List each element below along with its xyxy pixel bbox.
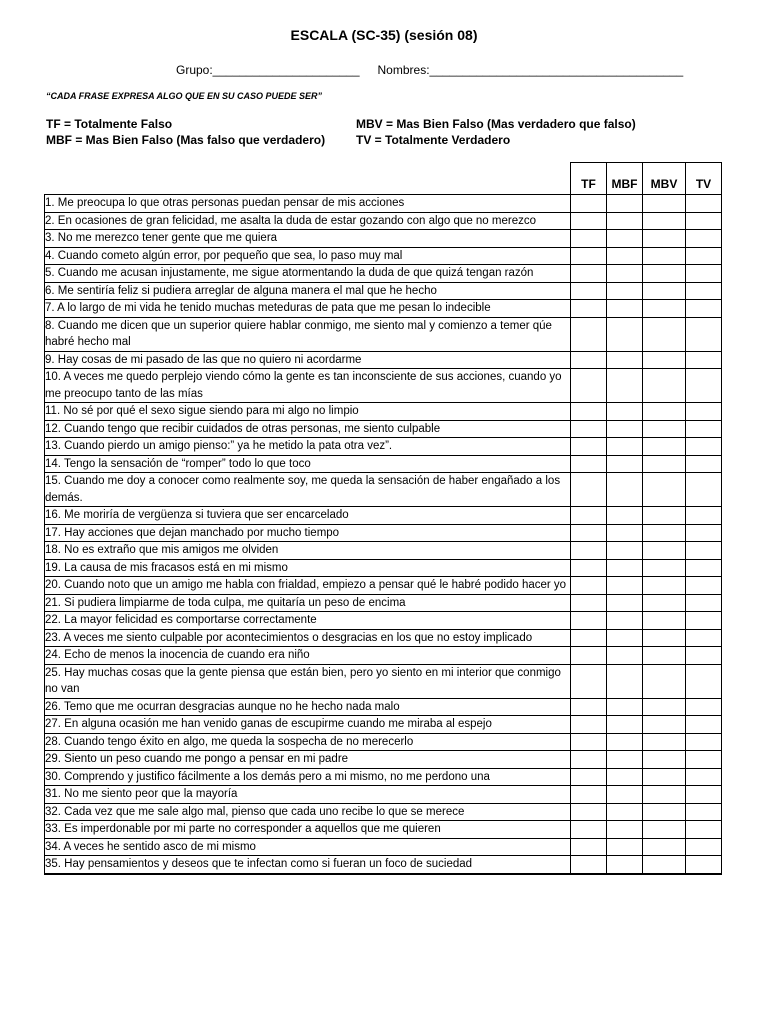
- instruction-motto: “CADA FRASE EXPRESA ALGO QUE EN SU CASO PUEDE SER”: [46, 91, 323, 101]
- answer-cell-tf[interactable]: [571, 612, 607, 630]
- answer-cell-mbv[interactable]: [643, 647, 686, 665]
- answer-cell-tv[interactable]: [686, 542, 722, 560]
- table-row: [45, 838, 722, 856]
- answer-cell-tv[interactable]: [686, 265, 722, 283]
- answer-cell-mbf[interactable]: [607, 369, 643, 403]
- answer-cell-tv[interactable]: [686, 751, 722, 769]
- answer-cell-mbv[interactable]: [643, 698, 686, 716]
- answer-cell-tf[interactable]: [571, 247, 607, 265]
- answer-cell-tv[interactable]: [686, 300, 722, 318]
- legend-left: [46, 116, 325, 148]
- question-text: 8. Cuando me dicen que un superior quiere hablar conmigo, me siento mal y comienzo a temer qúe habré hecho mal: [45, 317, 571, 351]
- question-text: 20. Cuando noto que un amigo me habla con frialdad, empiezo a pensar qué le habré podido hacer yo: [45, 577, 571, 595]
- answer-cell-mbf[interactable]: [607, 733, 643, 751]
- answer-cell-tf[interactable]: [571, 542, 607, 560]
- column-header-tv: TV: [686, 163, 722, 195]
- answer-cell-mbf[interactable]: [607, 838, 643, 856]
- answer-cell-tv[interactable]: [686, 838, 722, 856]
- answer-cell-mbv[interactable]: [643, 369, 686, 403]
- answer-cell-mbv[interactable]: [643, 230, 686, 248]
- answer-cell-mbv[interactable]: [643, 507, 686, 525]
- question-text: 28. Cuando tengo éxito en algo, me queda la sospecha de no merecerlo: [45, 733, 571, 751]
- table-row: [45, 473, 722, 507]
- table-row: [45, 507, 722, 525]
- answer-cell-tf[interactable]: [571, 265, 607, 283]
- answer-cell-tv[interactable]: [686, 559, 722, 577]
- question-text: 19. La causa de mis fracasos está en mi mismo: [45, 559, 571, 577]
- answer-cell-tv[interactable]: [686, 473, 722, 507]
- answer-cell-mbv[interactable]: [643, 438, 686, 456]
- question-text: 3. No me merezco tener gente que me quiera: [45, 230, 571, 248]
- table-row: [45, 455, 722, 473]
- answer-cell-tf[interactable]: [571, 838, 607, 856]
- column-header-mbf: MBF: [607, 163, 643, 195]
- answer-cell-tf[interactable]: [571, 507, 607, 525]
- answer-cell-tv[interactable]: [686, 577, 722, 595]
- answer-cell-tf[interactable]: [571, 351, 607, 369]
- answer-cell-tv[interactable]: [686, 821, 722, 839]
- answer-cell-tf[interactable]: [571, 733, 607, 751]
- answer-cell-tf[interactable]: [571, 559, 607, 577]
- table-row: [45, 317, 722, 351]
- answer-cell-tf[interactable]: [571, 698, 607, 716]
- question-text: 32. Cada vez que me sale algo mal, pienso que cada uno recibe lo que se merece: [45, 803, 571, 821]
- header-spacer: [45, 163, 571, 195]
- table-row: [45, 369, 722, 403]
- group-field[interactable]: Grupo:______________________: [176, 63, 360, 77]
- answer-cell-tv[interactable]: [686, 230, 722, 248]
- answer-cell-mbv[interactable]: [643, 577, 686, 595]
- answer-cell-mbv[interactable]: [643, 733, 686, 751]
- question-text: 1. Me preocupa lo que otras personas puedan pensar de mis acciones: [45, 195, 571, 213]
- answer-cell-mbf[interactable]: [607, 524, 643, 542]
- answer-cell-mbf[interactable]: [607, 803, 643, 821]
- header-fields: [176, 63, 683, 77]
- answer-cell-tv[interactable]: [686, 438, 722, 456]
- legend-tf: TF = Totalmente Falso: [46, 117, 173, 131]
- answer-cell-mbv[interactable]: [643, 751, 686, 769]
- answer-cell-tf[interactable]: [571, 786, 607, 804]
- answer-cell-mbv[interactable]: [643, 195, 686, 213]
- table-row: [45, 577, 722, 595]
- answer-cell-tf[interactable]: [571, 455, 607, 473]
- answer-cell-mbf[interactable]: [607, 577, 643, 595]
- page-title: ESCALA (SC-35) (sesión 08): [290, 27, 478, 43]
- answer-cell-mbv[interactable]: [643, 629, 686, 647]
- table-row: [45, 612, 722, 630]
- answer-cell-mbf[interactable]: [607, 455, 643, 473]
- answer-cell-mbv[interactable]: [643, 247, 686, 265]
- answer-cell-mbf[interactable]: [607, 438, 643, 456]
- answer-cell-tv[interactable]: [686, 629, 722, 647]
- answer-cell-tv[interactable]: [686, 664, 722, 698]
- answer-cell-tv[interactable]: [686, 351, 722, 369]
- answer-cell-mbf[interactable]: [607, 856, 643, 874]
- answer-cell-mbf[interactable]: [607, 768, 643, 786]
- table-row: [45, 212, 722, 230]
- answer-cell-tv[interactable]: [686, 803, 722, 821]
- table-row: [45, 282, 722, 300]
- question-text: 18. No es extraño que mis amigos me olviden: [45, 542, 571, 560]
- table-row: [45, 524, 722, 542]
- answer-cell-tv[interactable]: [686, 212, 722, 230]
- answer-cell-mbf[interactable]: [607, 351, 643, 369]
- answer-cell-mbf[interactable]: [607, 786, 643, 804]
- answer-cell-mbf[interactable]: [607, 716, 643, 734]
- answer-cell-tf[interactable]: [571, 768, 607, 786]
- answer-cell-tf[interactable]: [571, 577, 607, 595]
- table-row: [45, 664, 722, 698]
- answer-cell-tf[interactable]: [571, 856, 607, 874]
- question-text: 35. Hay pensamientos y deseos que te infectan como si fueran un foco de suciedad: [45, 856, 571, 874]
- answer-cell-mbv[interactable]: [643, 282, 686, 300]
- answer-cell-tf[interactable]: [571, 524, 607, 542]
- answer-cell-mbv[interactable]: [643, 524, 686, 542]
- table-row: [45, 542, 722, 560]
- answer-cell-tf[interactable]: [571, 629, 607, 647]
- question-text: 7. A lo largo de mi vida he tenido muchas meteduras de pata que me pesan lo indecible: [45, 300, 571, 318]
- answer-cell-mbf[interactable]: [607, 317, 643, 351]
- table-row: [45, 698, 722, 716]
- answer-cell-mbf[interactable]: [607, 473, 643, 507]
- answer-cell-mbf[interactable]: [607, 247, 643, 265]
- answer-cell-tv[interactable]: [686, 786, 722, 804]
- answer-cell-tf[interactable]: [571, 438, 607, 456]
- answer-cell-tf[interactable]: [571, 403, 607, 421]
- table-row: [45, 594, 722, 612]
- question-text: 21. Si pudiera limpiarme de toda culpa, me quitaría un peso de encima: [45, 594, 571, 612]
- answer-cell-mbf[interactable]: [607, 212, 643, 230]
- answer-cell-tv[interactable]: [686, 403, 722, 421]
- table-row: [45, 420, 722, 438]
- answer-cell-mbf[interactable]: [607, 629, 643, 647]
- table-row: [45, 230, 722, 248]
- legend-tv: TV = Totalmente Verdadero: [356, 133, 511, 147]
- question-text: 23. A veces me siento culpable por acontecimientos o desgracias en los que no estoy implicado: [45, 629, 571, 647]
- answer-cell-mbf[interactable]: [607, 282, 643, 300]
- table-row: [45, 821, 722, 839]
- question-text: 4. Cuando cometo algún error, por pequeño que sea, lo paso muy mal: [45, 247, 571, 265]
- answer-cell-mbv[interactable]: [643, 664, 686, 698]
- table-row: [45, 751, 722, 769]
- answer-cell-mbf[interactable]: [607, 559, 643, 577]
- answer-cell-mbf[interactable]: [607, 195, 643, 213]
- question-text: 31. No me siento peor que la mayoría: [45, 786, 571, 804]
- answer-cell-tf[interactable]: [571, 230, 607, 248]
- answer-cell-mbf[interactable]: [607, 542, 643, 560]
- answer-cell-mbv[interactable]: [643, 212, 686, 230]
- table-row: [45, 716, 722, 734]
- question-text: 6. Me sentiría feliz si pudiera arreglar de alguna manera el mal que he hecho: [45, 282, 571, 300]
- table-row: [45, 195, 722, 213]
- answer-cell-tv[interactable]: [686, 647, 722, 665]
- answer-cell-mbv[interactable]: [643, 803, 686, 821]
- answer-cell-tv[interactable]: [686, 507, 722, 525]
- answer-cell-mbv[interactable]: [643, 300, 686, 318]
- answer-cell-mbv[interactable]: [643, 420, 686, 438]
- answer-cell-mbv[interactable]: [643, 455, 686, 473]
- question-text: 15. Cuando me doy a conocer como realmente soy, me queda la sensación de haber engañado a los demás.: [45, 473, 571, 507]
- question-text: 26. Temo que me ocurran desgracias aunque no he hecho nada malo: [45, 698, 571, 716]
- question-text: 16. Me moriría de vergüenza si tuviera que ser encarcelado: [45, 507, 571, 525]
- question-text: 17. Hay acciones que dejan manchado por mucho tiempo: [45, 524, 571, 542]
- column-header-tf: TF: [571, 163, 607, 195]
- answer-cell-tv[interactable]: [686, 420, 722, 438]
- table-row: [45, 647, 722, 665]
- answer-cell-tf[interactable]: [571, 803, 607, 821]
- answer-cell-tf[interactable]: [571, 212, 607, 230]
- question-text: 30. Comprendo y justifico fácilmente a los demás pero a mi mismo, no me perdono una: [45, 768, 571, 786]
- answer-cell-tf[interactable]: [571, 317, 607, 351]
- answer-cell-mbf[interactable]: [607, 300, 643, 318]
- answer-cell-tv[interactable]: [686, 612, 722, 630]
- answer-cell-tv[interactable]: [686, 698, 722, 716]
- answer-cell-mbv[interactable]: [643, 265, 686, 283]
- answer-cell-mbf[interactable]: [607, 230, 643, 248]
- answer-cell-mbf[interactable]: [607, 507, 643, 525]
- answer-cell-mbv[interactable]: [643, 594, 686, 612]
- answer-cell-tv[interactable]: [686, 856, 722, 874]
- answer-cell-tv[interactable]: [686, 369, 722, 403]
- table-row: [45, 803, 722, 821]
- table-row: [45, 629, 722, 647]
- answer-cell-tv[interactable]: [686, 524, 722, 542]
- answer-cell-tf[interactable]: [571, 282, 607, 300]
- answer-cell-mbf[interactable]: [607, 403, 643, 421]
- question-text: 5. Cuando me acusan injustamente, me sigue atormentando la duda de que quizá tengan razón: [45, 265, 571, 283]
- table-row: [45, 247, 722, 265]
- legend-mbf: MBF = Mas Bien Falso (Mas falso que verdadero): [46, 133, 326, 147]
- table-row: [45, 300, 722, 318]
- table-header-row: [45, 163, 722, 195]
- question-text: 25. Hay muchas cosas que la gente piensa que están bien, pero yo siento en mi interior que conmigo no van: [45, 664, 571, 698]
- answer-cell-mbf[interactable]: [607, 821, 643, 839]
- answer-cell-mbv[interactable]: [643, 559, 686, 577]
- answer-cell-tf[interactable]: [571, 369, 607, 403]
- question-text: 14. Tengo la sensación de “romper” todo lo que toco: [45, 455, 571, 473]
- answer-cell-tf[interactable]: [571, 751, 607, 769]
- question-text: 9. Hay cosas de mi pasado de las que no quiero ni acordarme: [45, 351, 571, 369]
- answer-cell-mbf[interactable]: [607, 265, 643, 283]
- question-text: 29. Siento un peso cuando me pongo a pensar en mi padre: [45, 751, 571, 769]
- answer-cell-mbv[interactable]: [643, 716, 686, 734]
- table-row: [45, 559, 722, 577]
- answer-cell-mbv[interactable]: [643, 317, 686, 351]
- answer-cell-mbv[interactable]: [643, 786, 686, 804]
- table-row: [45, 438, 722, 456]
- table-row: [45, 856, 722, 874]
- question-text: 11. No sé por qué el sexo sigue siendo para mi algo no limpio: [45, 403, 571, 421]
- answer-cell-mbf[interactable]: [607, 664, 643, 698]
- answer-cell-mbv[interactable]: [643, 351, 686, 369]
- answer-cell-mbv[interactable]: [643, 403, 686, 421]
- answer-cell-mbf[interactable]: [607, 698, 643, 716]
- answer-cell-mbf[interactable]: [607, 751, 643, 769]
- table-row: [45, 768, 722, 786]
- answer-cell-mbv[interactable]: [643, 473, 686, 507]
- answer-cell-tf[interactable]: [571, 821, 607, 839]
- answer-cell-tv[interactable]: [686, 282, 722, 300]
- question-text: 33. Es imperdonable por mi parte no corresponder a aquellos que me quieren: [45, 821, 571, 839]
- answer-cell-tv[interactable]: [686, 317, 722, 351]
- table-row: [45, 733, 722, 751]
- column-header-mbv: MBV: [643, 163, 686, 195]
- question-text: 2. En ocasiones de gran felicidad, me asalta la duda de estar gozando con algo que no merezco: [45, 212, 571, 230]
- answer-cell-tf[interactable]: [571, 594, 607, 612]
- question-text: 10. A veces me quedo perplejo viendo cómo la gente es tan inconsciente de sus acciones, cuando yo me preocupo tanto de las mías: [45, 369, 571, 403]
- answer-cell-mbv[interactable]: [643, 612, 686, 630]
- questionnaire-table: [44, 162, 722, 875]
- answer-cell-mbv[interactable]: [643, 856, 686, 874]
- answer-cell-tv[interactable]: [686, 195, 722, 213]
- answer-cell-mbv[interactable]: [643, 768, 686, 786]
- answer-cell-tv[interactable]: [686, 768, 722, 786]
- answer-cell-tf[interactable]: [571, 647, 607, 665]
- answer-cell-mbf[interactable]: [607, 647, 643, 665]
- answer-cell-tf[interactable]: [571, 716, 607, 734]
- answer-cell-tf[interactable]: [571, 664, 607, 698]
- answer-cell-tv[interactable]: [686, 594, 722, 612]
- legend-mbv: MBV = Mas Bien Falso (Mas verdadero que falso): [356, 117, 636, 131]
- answer-cell-mbf[interactable]: [607, 612, 643, 630]
- answer-cell-tv[interactable]: [686, 455, 722, 473]
- answer-cell-tf[interactable]: [571, 300, 607, 318]
- question-text: 13. Cuando pierdo un amigo pienso:” ya he metido la pata otra vez”.: [45, 438, 571, 456]
- table-row: [45, 403, 722, 421]
- question-text: 27. En alguna ocasión me han venido ganas de escupirme cuando me miraba al espejo: [45, 716, 571, 734]
- names-field[interactable]: Nombres:______________________________________: [377, 63, 684, 77]
- answer-cell-tf[interactable]: [571, 420, 607, 438]
- question-text: 12. Cuando tengo que recibir cuidados de otras personas, me siento culpable: [45, 420, 571, 438]
- answer-cell-mbv[interactable]: [643, 542, 686, 560]
- answer-cell-mbf[interactable]: [607, 420, 643, 438]
- answer-cell-tf[interactable]: [571, 195, 607, 213]
- answer-cell-tv[interactable]: [686, 247, 722, 265]
- question-text: 24. Echo de menos la inocencia de cuando era niño: [45, 647, 571, 665]
- question-text: 34. A veces he sentido asco de mi mismo: [45, 838, 571, 856]
- legend-right: [356, 116, 636, 148]
- table-row: [45, 351, 722, 369]
- answer-cell-mbv[interactable]: [643, 821, 686, 839]
- answer-cell-tf[interactable]: [571, 473, 607, 507]
- table-row: [45, 265, 722, 283]
- answer-cell-tv[interactable]: [686, 716, 722, 734]
- table-row: [45, 786, 722, 804]
- question-text: 22. La mayor felicidad es comportarse correctamente: [45, 612, 571, 630]
- answer-cell-tv[interactable]: [686, 733, 722, 751]
- answer-cell-mbf[interactable]: [607, 594, 643, 612]
- answer-cell-mbv[interactable]: [643, 838, 686, 856]
